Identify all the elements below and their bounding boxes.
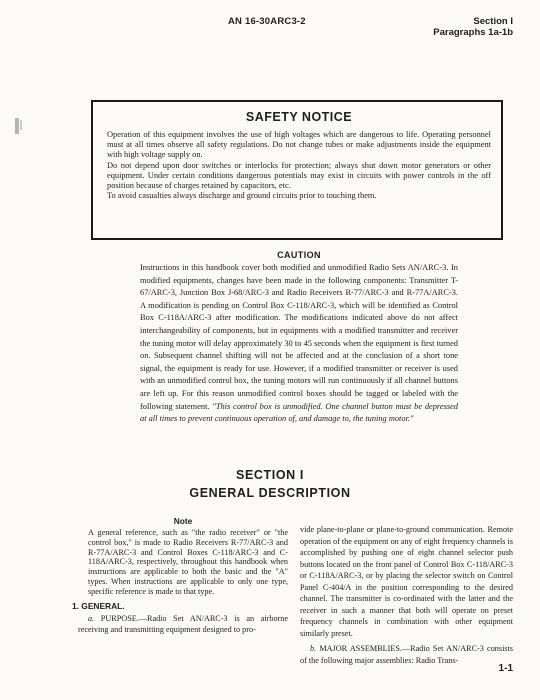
right-column-text: vide plane-to-plane or plane-to-ground communication. Remote operation of the equipment on any of eight frequency channels is accomplished by pushing one of eight channel selector push buttons located on the front panel of Control Box C-118/ARC-3 or C-118A/ARC-3, or by placing the selector switch on Control Panel C-404/A in the position corresponding to the desired channel. The transmitter is co-ordinated with the latter and the receiver in such a manner that both will operate on preset frequency channels in combination with other equipment similarly preset. [300,525,513,638]
section-title: SECTION I [236,468,304,482]
section-subtitle: GENERAL DESCRIPTION [189,486,351,500]
purpose-label: a. [88,613,95,623]
caution-text [140,262,458,426]
purpose-paragraph [78,613,288,635]
section-label: Section I [473,16,513,27]
caution-body: Instructions in this handbook cover both modified and unmodified Radio Sets AN/ARC-3. In modified equipments, changes have been made in the following components: Transmitter T-67/ARC-3, Junction Box J-68/ARC-3 and Radio Receivers R-77/ARC-3 and R-77A/ARC-3. A modification is pending on Control Box C-118/ARC-3, which will be identified as Control Box C-118A/ARC-3 after modification. The modifications indicated above do not affect interchangeability of components, but in equipments with a modified transmitter and receiver the tuning motor will delay approximately 30 to 45 seconds when the equipment is first turned on. Subsequent channel shifting will not be affected and at the conclusion of a short tone signal, the equipment is ready for use. However, if a modified transmitter or receiver is used with an unmodified control box, the tuning motors will run continuously if all channel buttons are left up. For this reason unmodified control boxes should be tagged or labeled with the following statement. [140,263,458,411]
note-title: Note [173,516,193,526]
left-column [72,516,288,635]
scan-mark-secondary [20,120,22,130]
safety-paragraph: Do not depend upon door switches or interlocks for protection; always shut down motor generators or other equipment. Under certain conditions dangerous potentials may exist in circuits with power controls in the off position because of charges retained by capacitors, etc. [107,160,491,191]
document-number: AN 16-30ARC3-2 [228,16,306,27]
safety-notice-title: SAFETY NOTICE [245,110,353,124]
caution-italic-statement: "This control box is unmodified. One channel button must be depressed at all times to prevent continuous operation of, and damage to, the tuning motor." [140,401,458,424]
paragraphs-label: Paragraphs 1a-1b [433,27,513,38]
caution-title: CAUTION [277,250,321,260]
purpose-text: PURPOSE.—Radio Set AN/ARC-3 is an airborne receiving and transmitting equipment designed to pro- [78,613,288,634]
scan-mark [15,118,19,134]
major-text: MAJOR ASSEMBLIES.—Radio Set AN/ARC-3 consists of the following major assemblies: Radio Trans- [300,644,513,665]
right-column [300,524,513,666]
major-label: b. [310,644,317,653]
section-reference [433,16,513,38]
major-assemblies-paragraph [300,643,513,666]
general-heading: 1. GENERAL. [72,600,125,611]
page-number: 1-1 [498,663,513,674]
note-text: A general reference, such as "the radio receiver" or "the control box," is made to Radio Receivers R-77/ARC-3 and R-77A/ARC-3 and Control Boxes C-118/ARC-3 and C-118A/ARC-3, respectively, throughout this handbook when instructions are applicable to both the basic and the "A" types. When instructions are applicable to only one type, specific reference is made to that type. [88,528,288,596]
safety-paragraph: Operation of this equipment involves the use of high voltages which are dangerous to life. Operating personnel must at all times observe all safety regulations. Do not change tubes or make adjustments inside the equipment with high voltage supply on. [107,130,491,160]
safety-notice-box [91,100,503,240]
safety-paragraph: To avoid casualties always discharge and ground circuits prior to touching them. [107,191,377,201]
